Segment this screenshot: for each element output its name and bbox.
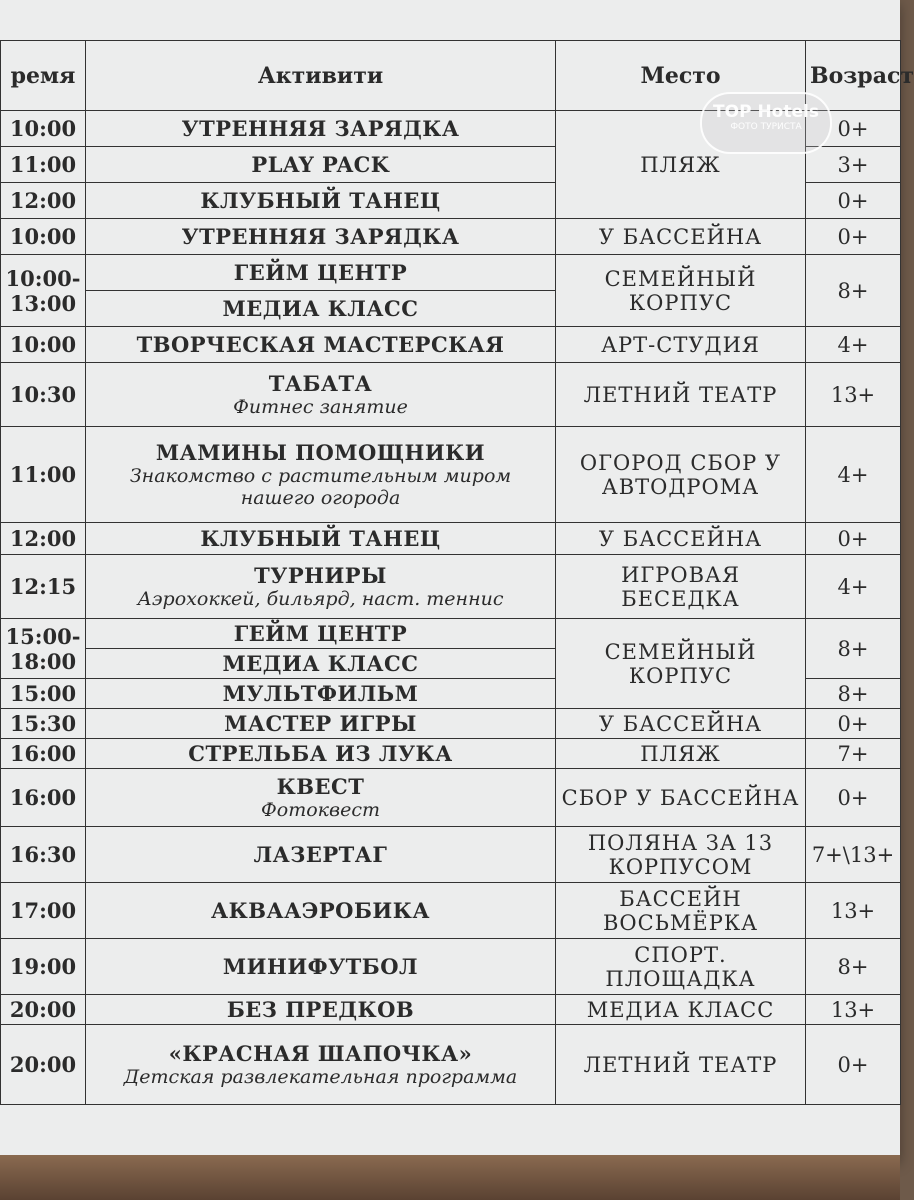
row-place: ЛЕТНИЙ ТЕАТР xyxy=(556,1025,806,1105)
table-row xyxy=(1,555,901,619)
row-place: ПЛЯЖ xyxy=(556,111,806,219)
row-time: 16:30 xyxy=(1,827,86,883)
row-age: 8+ xyxy=(806,939,901,995)
row-time: 16:00 xyxy=(1,769,86,827)
row-age: 0+ xyxy=(806,111,901,147)
row-place: ОГОРОД СБОР У АВТОДРОМА xyxy=(556,427,806,523)
row-activity: ГЕЙМ ЦЕНТР xyxy=(86,255,556,291)
row-activity-note: Фотоквест xyxy=(261,799,380,821)
row-age: 4+ xyxy=(806,327,901,363)
row-place: АРТ-СТУДИЯ xyxy=(556,327,806,363)
row-age: 13+ xyxy=(806,363,901,427)
row-activity: МИНИФУТБОЛ xyxy=(86,939,556,995)
row-activity: ТУРНИРЫ xyxy=(254,563,387,588)
row-activity: МАМИНЫ ПОМОЩНИКИ xyxy=(155,440,486,465)
row-place: ЛЕТНИЙ ТЕАТР xyxy=(556,363,806,427)
row-age: 8+ xyxy=(806,255,901,327)
row-time: 10:30 xyxy=(1,363,86,427)
row-activity-cell xyxy=(86,769,556,827)
header-place: Место xyxy=(556,41,806,111)
table-row xyxy=(1,769,901,827)
row-time: 12:00 xyxy=(1,183,86,219)
row-time: 17:00 xyxy=(1,883,86,939)
row-age: 8+ xyxy=(806,679,901,709)
row-age: 4+ xyxy=(806,555,901,619)
row-time: 12:00 xyxy=(1,523,86,555)
row-activity: ГЕЙМ ЦЕНТР xyxy=(86,619,556,649)
table-row xyxy=(1,883,901,939)
table-row xyxy=(1,255,901,291)
row-activity-cell xyxy=(86,427,556,523)
row-activity: МАСТЕР ИГРЫ xyxy=(86,709,556,739)
row-place: БАССЕЙН ВОСЬМЁРКА xyxy=(556,883,806,939)
row-activity: УТРЕННЯЯ ЗАРЯДКА xyxy=(86,111,556,147)
wooden-frame xyxy=(0,1155,900,1200)
table-row xyxy=(1,523,901,555)
row-time: 19:00 xyxy=(1,939,86,995)
row-activity: ЛАЗЕРТАГ xyxy=(86,827,556,883)
row-time: 15:00 xyxy=(1,679,86,709)
row-time: 16:00 xyxy=(1,739,86,769)
row-activity-cell xyxy=(86,363,556,427)
row-time: 20:00 xyxy=(1,1025,86,1105)
tophotels-watermark-logo xyxy=(700,92,832,154)
row-activity: КЛУБНЫЙ ТАНЕЦ xyxy=(86,523,556,555)
row-activity: КЛУБНЫЙ ТАНЕЦ xyxy=(86,183,556,219)
row-activity-cell xyxy=(86,555,556,619)
row-place: У БАССЕЙНА xyxy=(556,219,806,255)
row-place: МЕДИА КЛАСС xyxy=(556,995,806,1025)
row-activity: АКВААЭРОБИКА xyxy=(86,883,556,939)
row-age: 0+ xyxy=(806,769,901,827)
row-age: 7+\13+ xyxy=(806,827,901,883)
row-place: ИГРОВАЯ БЕСЕДКА xyxy=(556,555,806,619)
row-time: 10:00 xyxy=(1,219,86,255)
row-age: 0+ xyxy=(806,183,901,219)
row-activity: КВЕСТ xyxy=(276,774,365,799)
row-activity: БЕЗ ПРЕДКОВ xyxy=(86,995,556,1025)
row-time: 12:15 xyxy=(1,555,86,619)
row-place: СПОРТ. ПЛОЩАДКА xyxy=(556,939,806,995)
row-activity: МУЛЬТФИЛЬМ xyxy=(86,679,556,709)
row-age: 0+ xyxy=(806,219,901,255)
table-row xyxy=(1,363,901,427)
row-age: 7+ xyxy=(806,739,901,769)
row-place: СЕМЕЙНЫЙ КОРПУС xyxy=(556,255,806,327)
row-activity-note: Фитнес занятие xyxy=(233,396,408,418)
row-place: У БАССЕЙНА xyxy=(556,709,806,739)
table-row xyxy=(1,995,901,1025)
table-row xyxy=(1,1025,901,1105)
row-age: 8+ xyxy=(806,619,901,679)
row-time: 10:00- 13:00 xyxy=(1,255,86,327)
row-age: 0+ xyxy=(806,1025,901,1105)
row-place: ПЛЯЖ xyxy=(556,739,806,769)
row-place: СБОР У БАССЕЙНА xyxy=(556,769,806,827)
row-time: 11:00 xyxy=(1,147,86,183)
row-age: 0+ xyxy=(806,709,901,739)
row-activity: УТРЕННЯЯ ЗАРЯДКА xyxy=(86,219,556,255)
row-place: СЕМЕЙНЫЙ КОРПУС xyxy=(556,619,806,709)
row-activity: «КРАСНАЯ ШАПОЧКА» xyxy=(168,1041,473,1066)
row-activity-note: Аэрохоккей, бильярд, наст. теннис xyxy=(137,588,504,610)
row-place: У БАССЕЙНА xyxy=(556,523,806,555)
table-row xyxy=(1,219,901,255)
row-activity-note: Детская развлекательная программа xyxy=(123,1066,518,1088)
row-activity: ТВОРЧЕСКАЯ МАСТЕРСКАЯ xyxy=(86,327,556,363)
row-activity: МЕДИА КЛАСС xyxy=(86,649,556,679)
row-age: 4+ xyxy=(806,427,901,523)
row-age: 3+ xyxy=(806,147,901,183)
row-activity: МЕДИА КЛАСС xyxy=(86,291,556,327)
row-activity: СТРЕЛЬБА ИЗ ЛУКА xyxy=(86,739,556,769)
header-activity: Активити xyxy=(86,41,556,111)
row-time: 10:00 xyxy=(1,327,86,363)
row-time: 15:30 xyxy=(1,709,86,739)
table-row xyxy=(1,739,901,769)
row-time: 15:00- 18:00 xyxy=(1,619,86,679)
row-age: 13+ xyxy=(806,995,901,1025)
row-age: 13+ xyxy=(806,883,901,939)
row-time: 20:00 xyxy=(1,995,86,1025)
watermark-brand: TOP Hotels xyxy=(713,102,819,122)
row-age: 0+ xyxy=(806,523,901,555)
watermark-caption: ФОТО ТУРИСТА xyxy=(730,122,802,132)
activity-schedule-table xyxy=(0,40,914,1105)
row-activity: PLAY PACK xyxy=(86,147,556,183)
row-activity: ТАБАТА xyxy=(268,371,373,396)
table-row xyxy=(1,619,901,649)
table-row xyxy=(1,827,901,883)
row-activity-cell xyxy=(86,1025,556,1105)
table-row xyxy=(1,327,901,363)
header-time: ремя xyxy=(1,41,86,111)
table-row xyxy=(1,427,901,523)
table-row xyxy=(1,709,901,739)
row-time: 11:00 xyxy=(1,427,86,523)
header-age: Возраст xyxy=(806,41,901,111)
row-place: ПОЛЯНА ЗА 13 КОРПУСОМ xyxy=(556,827,806,883)
row-activity-note: Знакомство с растительным миром нашего огорода xyxy=(129,465,512,509)
row-time: 10:00 xyxy=(1,111,86,147)
table-row xyxy=(1,939,901,995)
